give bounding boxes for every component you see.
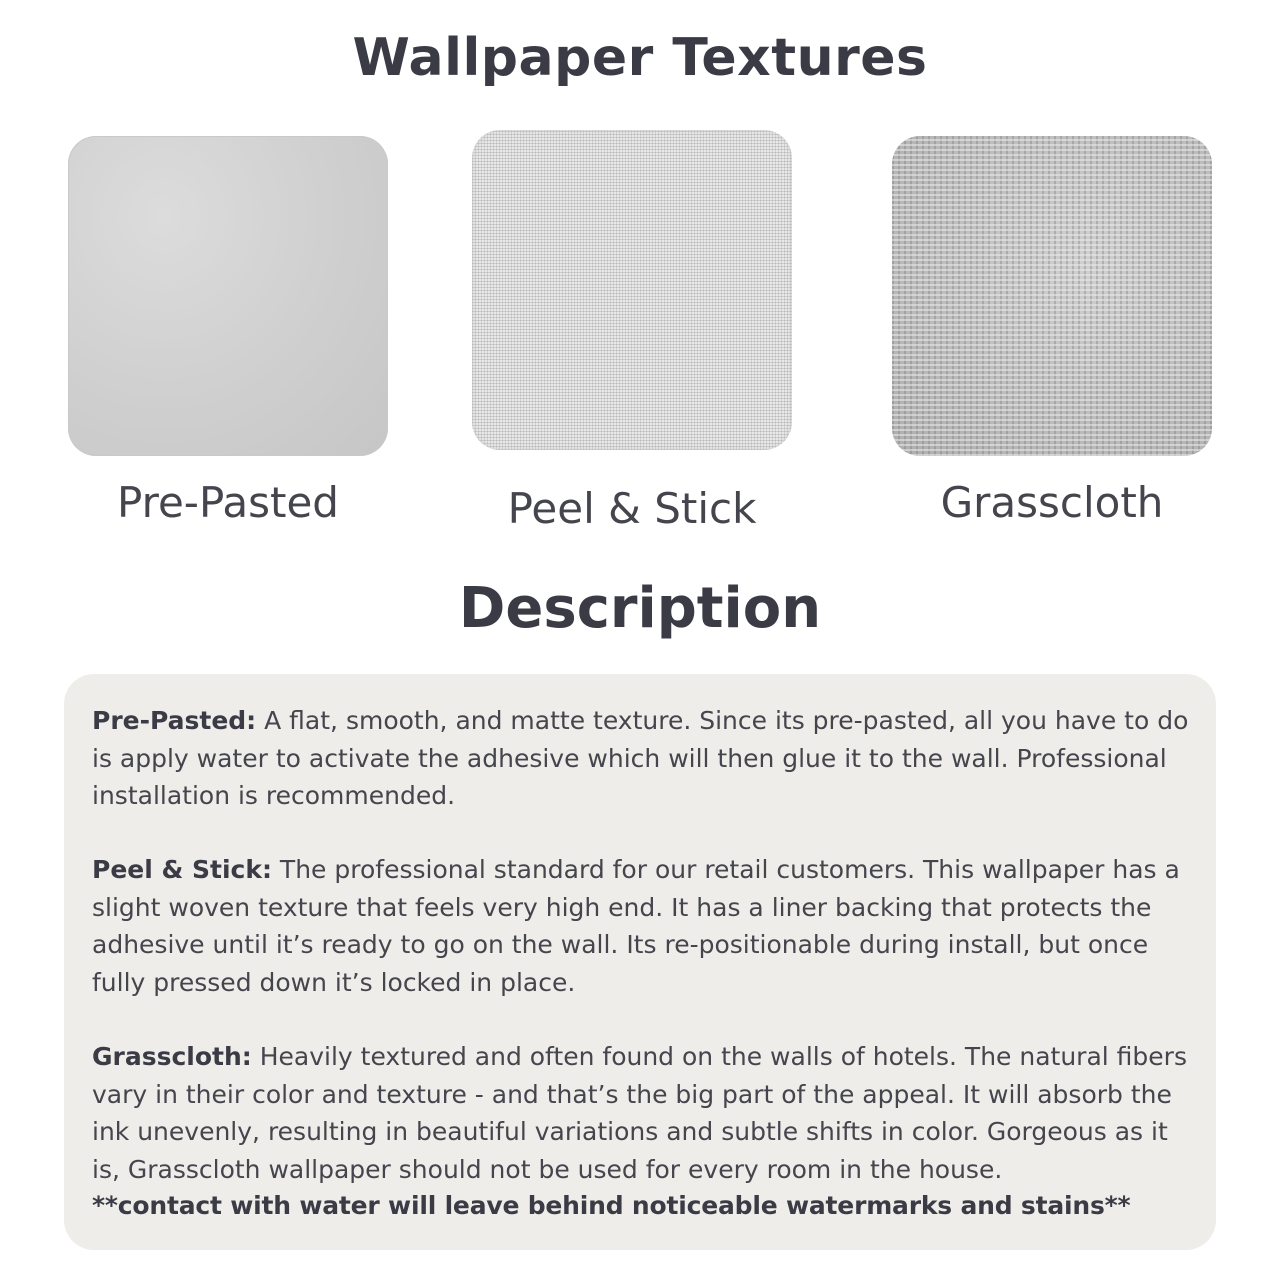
peel-and-stick-text: The professional standard for our retail customers. This wallpaper has a slight woven texture that feels very high end. It has a liner backing that protects the adhesive until it’s ready to go on the wall. Its re-positionable during install, but once fully pressed down it’s locked in place. xyxy=(92,855,1180,997)
pre-pasted-swatch xyxy=(68,136,388,456)
pre-pasted-term: Pre-Pasted: xyxy=(92,706,257,735)
peel-and-stick-description xyxy=(92,851,1202,1001)
pre-pasted-text: A flat, smooth, and matte texture. Since its pre-pasted, all you have to do is apply water to activate the adhesive which will then glue it to the wall. Professional installation is recommended. xyxy=(92,706,1189,810)
peel-and-stick-term: Peel & Stick: xyxy=(92,855,272,884)
peel-and-stick-label: Peel & Stick xyxy=(507,484,757,533)
peel-and-stick-swatch xyxy=(472,130,792,450)
grasscloth-swatch xyxy=(892,136,1212,456)
grasscloth-description xyxy=(92,1038,1202,1188)
pre-pasted-description xyxy=(92,702,1202,815)
pre-pasted-label: Pre-Pasted xyxy=(117,478,339,527)
grasscloth-term: Grasscloth: xyxy=(92,1042,252,1071)
grasscloth-label: Grasscloth xyxy=(940,478,1164,527)
water-warning: **contact with water will leave behind noticeable watermarks and stains** xyxy=(92,1191,1131,1220)
description-heading: Description xyxy=(458,576,822,641)
grasscloth-text: Heavily textured and often found on the walls of hotels. The natural fibers vary in their color and texture - and that’s the big part of the appeal. It will absorb the ink unevenly, resulting in beautiful variations and subtle shifts in color. Gorgeous as it is, Grasscloth wallpaper should not be used for every room in the house. xyxy=(92,1042,1187,1184)
page-title: Wallpaper Textures xyxy=(352,28,928,88)
